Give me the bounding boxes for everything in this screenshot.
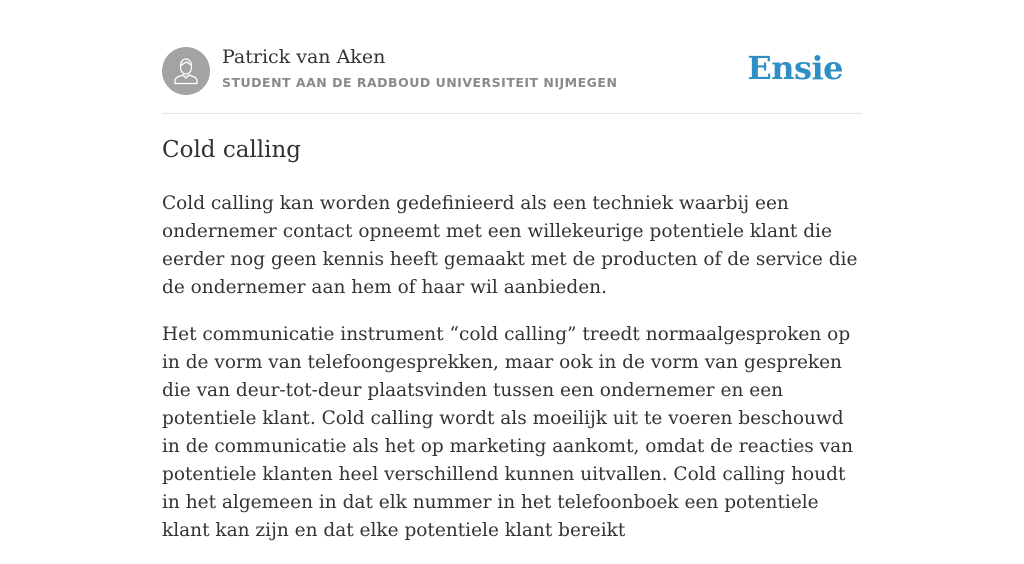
ensie-logo[interactable]: Ensie — [747, 49, 843, 87]
article-paragraph: Het communicatie instrument “cold calling” treedt normaalgesproken op in de vorm van telefoongesprekken, maar ook in de vorm van gespreken die van deur-tot-deur plaatsvinden tussen een ondernemer en een potentiele klant. Cold calling wordt als moeilijk uit te voeren beschouwd in de communicatie als het op marketing aankomt, omdat de reacties van potentiele klanten heel verschillend kunnen uitvallen. Cold calling houdt in het algemeen in dat elk nummer in het telefoonboek een potentiele klant kan zijn en dat elke potentiele klant bereikt — [162, 324, 854, 541]
author-header — [162, 45, 862, 97]
article-paragraph: Cold calling kan worden gedefinieerd als een techniek waarbij een ondernemer contact opneemt met een willekeurige potentiele klant die eerder nog geen kennis heeft gemaakt met de producten of de service die de ondernemer aan hem of haar wil aanbieden. — [162, 193, 858, 298]
header-divider — [162, 113, 862, 114]
author-role: STUDENT AAN DE RADBOUD UNIVERSITEIT NIJMEGEN — [222, 75, 618, 90]
avatar[interactable] — [162, 47, 210, 95]
article-body — [162, 190, 864, 564]
author-name[interactable]: Patrick van Aken — [222, 46, 386, 68]
article-title: Cold calling — [162, 137, 302, 163]
user-silhouette-icon — [162, 47, 210, 95]
